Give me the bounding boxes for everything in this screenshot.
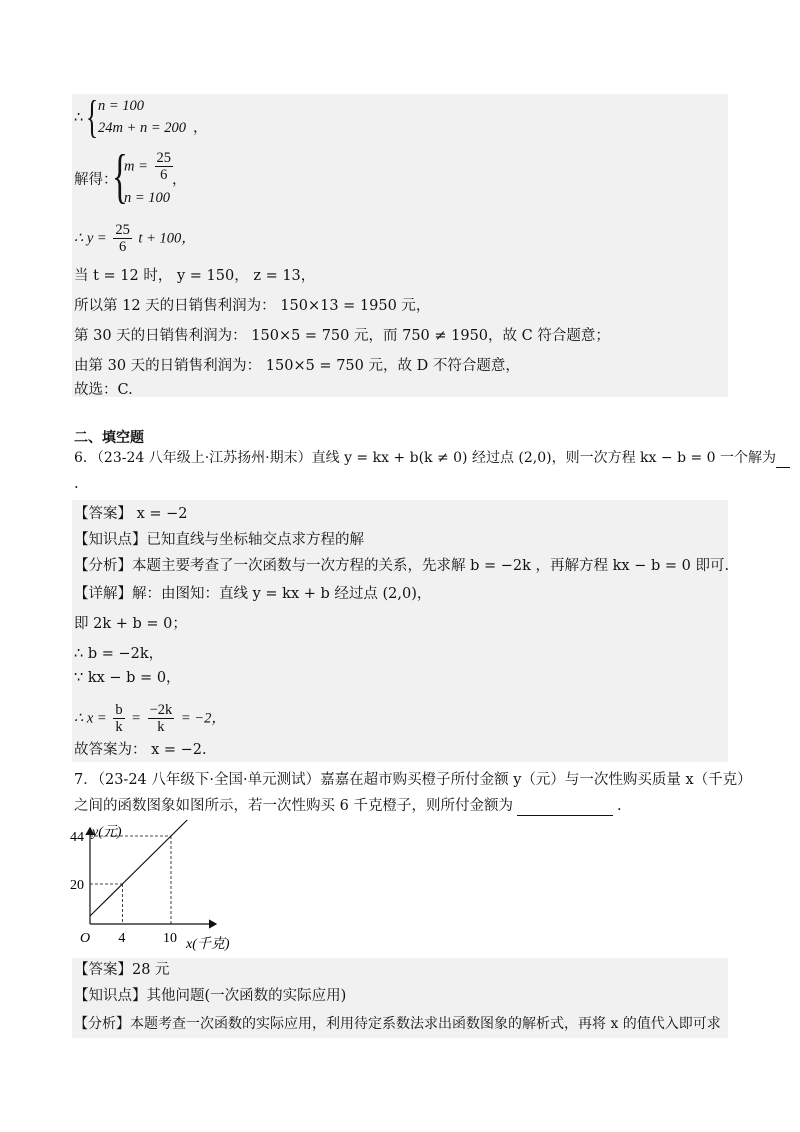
- question-6-step-2: ∴ b = −2k，: [74, 646, 164, 662]
- solution-n: n = 100: [124, 190, 171, 206]
- fraction-b-over-k: $\frac{b}{k}$: [115, 702, 123, 735]
- question-6-final: 故答案为： x = −2.: [74, 742, 207, 758]
- system1-comma: ，: [193, 120, 208, 136]
- question-7-knowledge: 【知识点】其他问题(一次函数的实际应用): [74, 988, 347, 1004]
- line-t12: 当 t = 12 时， y = 150， z = 13，: [74, 268, 316, 284]
- y-axis-label: y(元): [92, 825, 122, 840]
- question-6-detail: 【详解】解：由图知：直线 y = kx + b 经过点 (2,0)，: [74, 586, 432, 602]
- function-y-expression: ∴ y = $\frac{25}{6}$ t + 100，: [74, 222, 196, 255]
- question-6-knowledge: 【知识点】已知直线与坐标轴交点求方程的解: [74, 532, 364, 548]
- question-7-stem-line1: 7．（23-24 八年级下·全国·单元测试）嘉嘉在超市购买橙子所付金额 y（元）与一次性购买质量 x（千克）: [74, 772, 752, 788]
- y-tick-20: 20: [70, 878, 84, 893]
- system2-comma: ，: [172, 172, 187, 188]
- solution-m: m = $\frac{25}{6}$: [124, 150, 171, 183]
- x-tick-4: 4: [118, 931, 126, 946]
- question-6-answer: 【答案】 x = −2: [74, 506, 188, 522]
- solve-label: 解得：: [74, 172, 118, 188]
- line-day30-profit: 第 30 天的日销售利润为： 150×5 = 750 元，而 750 ≠ 1950，故 C 符合题意；: [74, 328, 610, 344]
- answer-blank-7: [517, 797, 613, 816]
- therefore-symbol: ∴: [74, 110, 84, 126]
- question-7-stem-line2: 之间的函数图象如图所示，若一次性购买 6 千克橙子，则所付金额为 .: [74, 798, 622, 814]
- x-tick-10: 10: [163, 931, 177, 946]
- origin-label: O: [80, 931, 91, 946]
- answer-blank-6: [776, 449, 790, 468]
- fraction-neg2k-over-k: $\frac{-2k}{k}$: [149, 702, 173, 735]
- question-6-step-1: 即 2k + b = 0；: [74, 616, 187, 632]
- system-brace-1: {: [86, 91, 99, 142]
- section-heading: 二、填空题: [74, 430, 144, 446]
- question-6-stem: 6．（23-24 八年级上·江苏扬州·期末）直线 y = kx + b(k ≠ 0) 经过点 (2,0)，则一次方程 kx − b = 0 一个解为: [74, 448, 790, 468]
- system-brace-2: {: [112, 143, 128, 209]
- y-tick-44: 44: [70, 830, 84, 845]
- question-6-analysis: 【分析】本题主要考查了一次函数与一次方程的关系，先求解 b = −2k ，再解方程 kx − b = 0 即可.: [74, 558, 730, 574]
- system1-equation-1: n = 100: [98, 98, 145, 114]
- question-6-stem-end: .: [74, 476, 79, 492]
- question-7-analysis: 【分析】本题考查一次函数的实际应用，利用待定系数法求出函数图象的解析式，再将 x 的值代入即可求: [74, 1016, 721, 1032]
- fraction-m: $\frac{25}{6}$: [156, 150, 171, 183]
- question-7-answer: 【答案】28 元: [74, 962, 170, 978]
- system1-equation-2: 24m + n = 200: [98, 120, 187, 136]
- price-weight-graph: [70, 818, 250, 953]
- question-6-step-4: ∴ x = $\frac{b}{k}$ = $\frac{-2k}{k}$ = −2，: [74, 702, 226, 735]
- line-day12-profit: 所以第 12 天的日销售利润为： 150×13 = 1950 元，: [74, 298, 431, 314]
- line-option-d: 由第 30 天的日销售利润为： 150×5 = 750 元，故 D 不符合题意，: [74, 358, 520, 374]
- line-choice: 故选：C.: [74, 382, 133, 398]
- x-axis-label: x(千克): [186, 937, 230, 952]
- fraction-y: $\frac{25}{6}$: [115, 222, 130, 255]
- question-6-step-3: ∵ kx − b = 0，: [74, 670, 181, 686]
